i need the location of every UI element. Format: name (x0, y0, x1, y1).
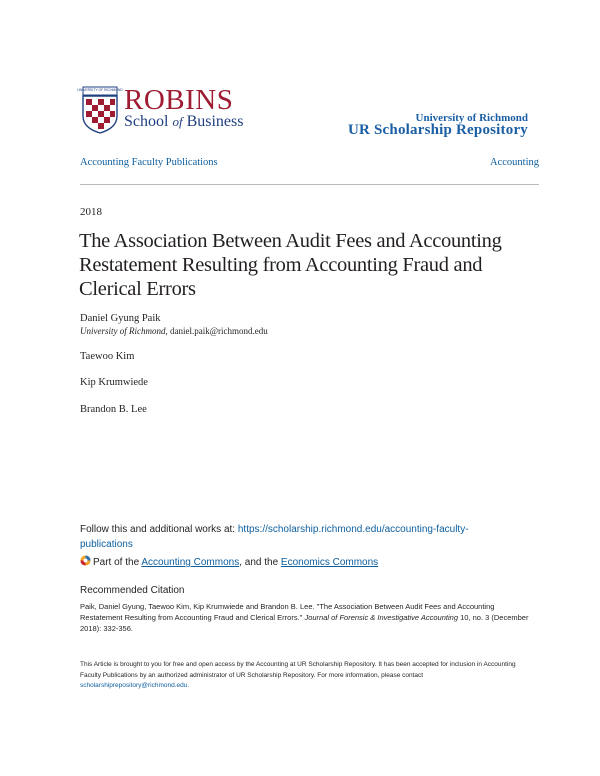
network-commons-icon (80, 555, 91, 566)
affiliation-institution: University of Richmond (80, 326, 166, 336)
affiliation-email: , daniel.paik@richmond.edu (165, 326, 268, 336)
citation-journal: Journal of Forensic & Investigative Accounting (304, 613, 458, 622)
author-name: Kip Krumwiede (80, 377, 148, 388)
author-name: Daniel Gyung Paik (80, 313, 161, 324)
part-of-line (80, 555, 378, 568)
author-name: Taewoo Kim (80, 351, 135, 362)
university-shield-icon (77, 86, 123, 134)
citation-part-2: 10, no. 3 (December 2018): 332-356. (80, 613, 529, 633)
robins-school-logo (77, 84, 272, 136)
logo-of: of (172, 114, 183, 129)
recommended-citation-heading: Recommended Citation (80, 585, 185, 596)
author-name: Brandon B. Lee (80, 404, 147, 415)
contact-email-link[interactable]: scholarshiprepository@richmond.edu (80, 682, 188, 689)
and-text: , and the (239, 557, 281, 568)
logo-school-of-business (124, 113, 243, 131)
logo-robins: ROBINS (124, 84, 234, 116)
divider (80, 184, 539, 185)
logo-school: School (124, 113, 169, 130)
economics-commons-link[interactable]: Economics Commons (280, 557, 379, 568)
accounting-link[interactable]: Accounting (490, 157, 539, 168)
logo-business: Business (186, 113, 244, 130)
collection-url-link[interactable]: https://scholarship.richmond.edu/accounting-faculty-publications (80, 524, 469, 550)
citation-part-1: Paik, Daniel Gyung, Taewoo Kim, Kip Krumwiede and Brandon B. Lee. "The Association Between Audit Fees and Accounting Restatement Resulting from Accounting Fraud and Clerical Errors." (80, 602, 495, 622)
access-notice (80, 660, 530, 692)
notice-end: . (187, 682, 190, 689)
author-affiliation (80, 326, 268, 336)
citation-text (80, 601, 530, 634)
follow-prefix: Follow this and additional works at: (80, 524, 238, 535)
shield-text: UNIVERSITY OF RICHMOND (77, 88, 123, 93)
follow-line (80, 522, 510, 552)
accounting-faculty-publications-link[interactable]: Accounting Faculty Publications (80, 157, 218, 168)
accounting-commons-link[interactable]: Accounting Commons (141, 557, 240, 568)
article-title: The Association Between Audit Fees and Accounting Restatement Resulting from Accounting Fraud and Clerical Errors (79, 230, 502, 300)
university-name: University of Richmond (415, 112, 528, 124)
part-of-prefix: Part of the (93, 557, 142, 568)
notice-text: This Article is brought to you for free and open access by the Accounting at UR Scholarship Repository. It has been accepted for inclusion in Accounting Faculty Publications by an authorized administrator of UR Scholarship Repository. For more information, please contact (80, 661, 516, 679)
publication-year: 2018 (80, 206, 102, 218)
repository-name[interactable]: UR Scholarship Repository (347, 122, 528, 138)
